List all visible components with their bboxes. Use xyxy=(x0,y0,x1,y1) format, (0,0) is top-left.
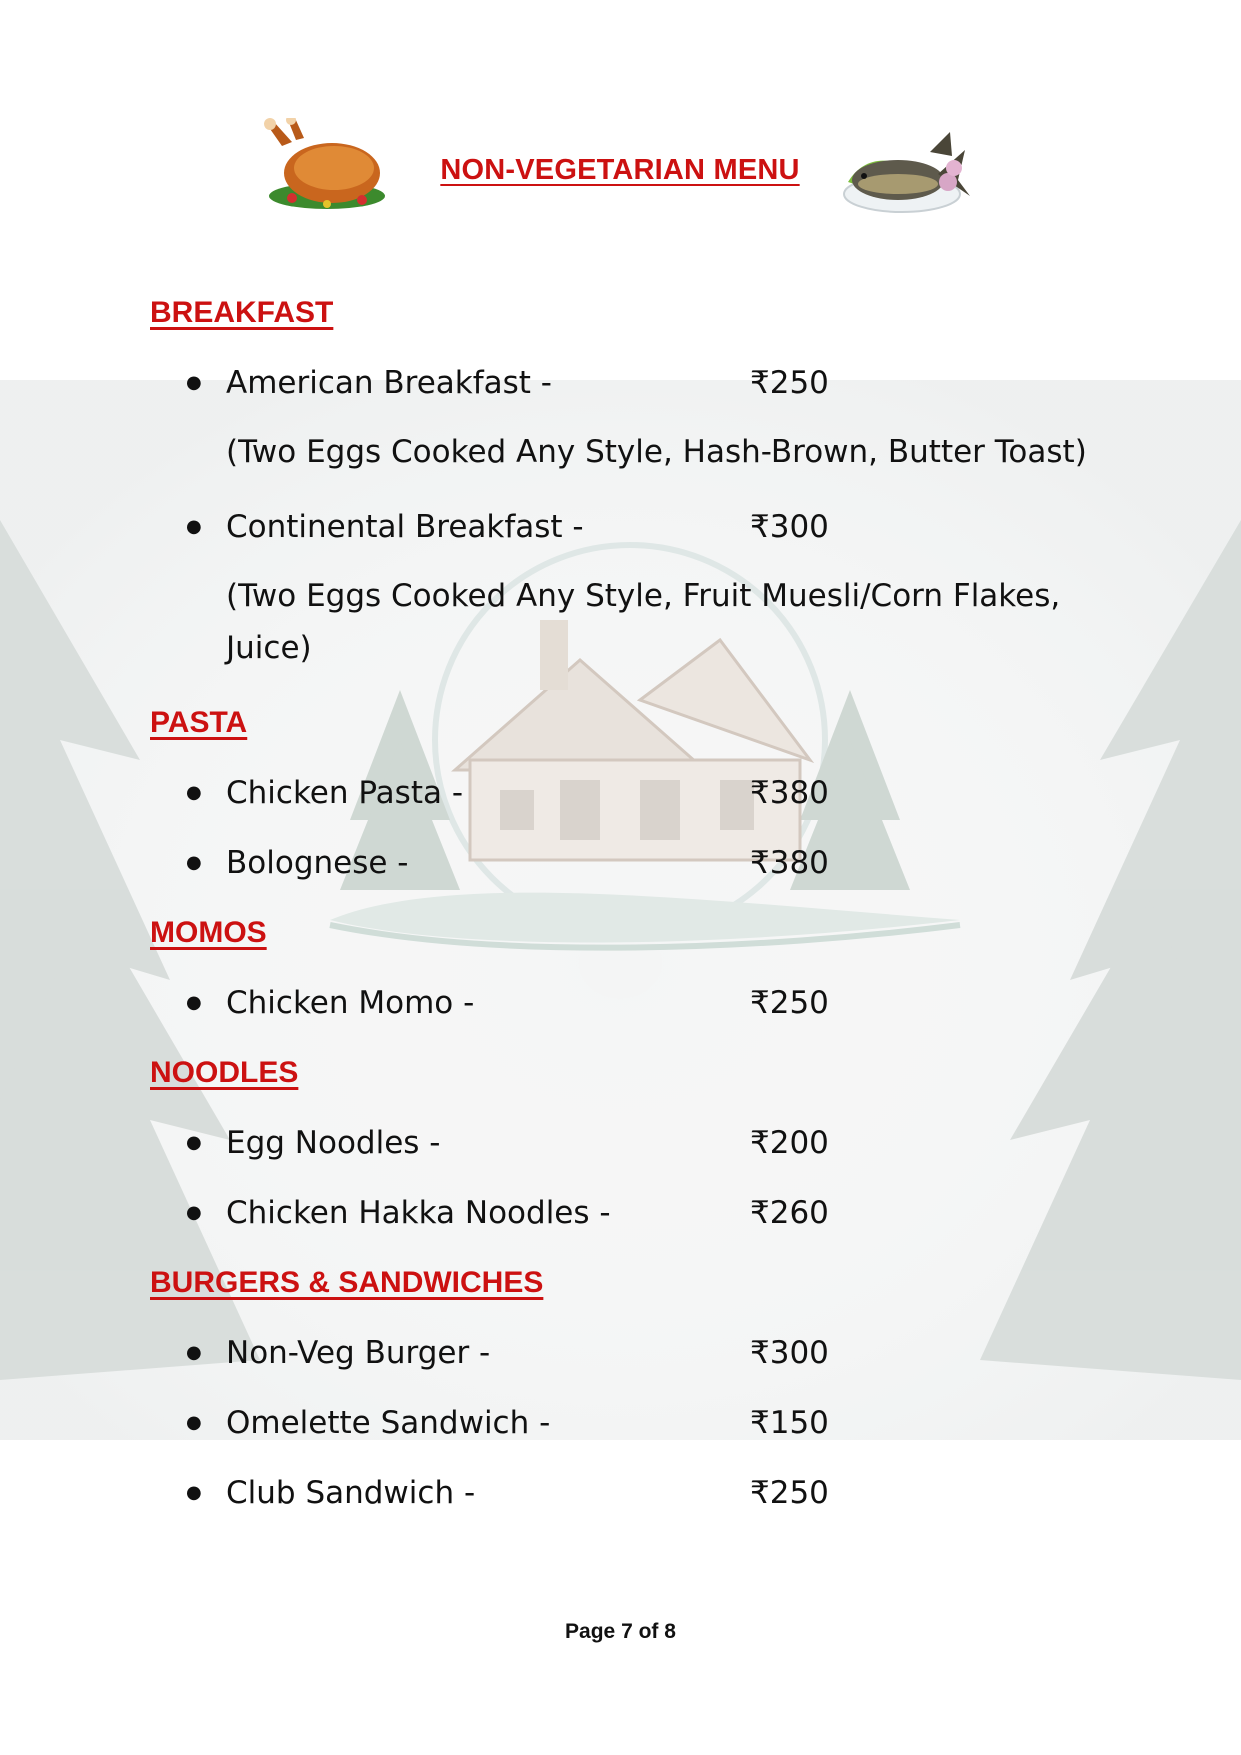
menu-item xyxy=(150,362,1110,404)
item-price: ₹250 xyxy=(750,365,829,401)
bullet-icon: ● xyxy=(186,1412,202,1433)
item-price: ₹250 xyxy=(750,985,829,1021)
page-title: NON-VEGETARIAN MENU xyxy=(440,154,800,186)
item-price: ₹300 xyxy=(750,1335,829,1371)
section-pasta xyxy=(150,702,1110,884)
item-name: Non-Veg Burger - xyxy=(226,1335,491,1371)
item-name: Club Sandwich - xyxy=(226,1475,476,1511)
menu-item xyxy=(150,1192,1110,1234)
menu-item xyxy=(150,1122,1110,1164)
menu-item xyxy=(150,982,1110,1024)
item-name: Bolognese - xyxy=(226,845,409,881)
item-price: ₹300 xyxy=(750,509,829,545)
item-name: Egg Noodles - xyxy=(226,1125,441,1161)
menu-list xyxy=(150,292,1110,1542)
roast-chicken-icon xyxy=(262,118,392,213)
page-number: Page 7 of 8 xyxy=(565,1620,676,1643)
item-name: American Breakfast - xyxy=(226,365,552,401)
section-heading: BREAKFAST xyxy=(150,296,334,329)
item-name: Chicken Momo - xyxy=(226,985,475,1021)
bullet-icon: ● xyxy=(186,1132,202,1153)
item-price: ₹250 xyxy=(750,1475,829,1511)
item-price: ₹380 xyxy=(750,845,829,881)
menu-item xyxy=(150,1402,1110,1444)
section-heading: NOODLES xyxy=(150,1056,299,1089)
menu-item xyxy=(150,1332,1110,1374)
menu-item xyxy=(150,506,1110,548)
section-breakfast xyxy=(150,292,1110,674)
menu-item xyxy=(150,842,1110,884)
item-name: Omelette Sandwich - xyxy=(226,1405,551,1441)
item-description: (Two Eggs Cooked Any Style, Fruit Muesli/Corn Flakes, Juice) xyxy=(226,578,1061,666)
bullet-icon: ● xyxy=(186,992,202,1013)
item-name: Chicken Pasta - xyxy=(226,775,464,811)
fish-dish-icon xyxy=(840,122,975,222)
bullet-icon: ● xyxy=(186,372,202,393)
item-price: ₹260 xyxy=(750,1195,829,1231)
bullet-icon: ● xyxy=(186,516,202,537)
bullet-icon: ● xyxy=(186,852,202,873)
bullet-icon: ● xyxy=(186,1202,202,1223)
item-price: ₹200 xyxy=(750,1125,829,1161)
item-name: Continental Breakfast - xyxy=(226,509,584,545)
item-price: ₹380 xyxy=(750,775,829,811)
section-noodles xyxy=(150,1052,1110,1234)
bullet-icon: ● xyxy=(186,782,202,803)
item-name: Chicken Hakka Noodles - xyxy=(226,1195,611,1231)
item-price: ₹150 xyxy=(750,1405,829,1441)
page-header xyxy=(0,118,1241,228)
section-heading: PASTA xyxy=(150,706,248,739)
section-momos xyxy=(150,912,1110,1024)
section-heading: MOMOS xyxy=(150,916,267,949)
section-burgers-sandwiches xyxy=(150,1262,1110,1514)
section-heading: BURGERS & SANDWICHES xyxy=(150,1266,544,1299)
menu-item xyxy=(150,772,1110,814)
bullet-icon: ● xyxy=(186,1482,202,1503)
menu-item xyxy=(150,1472,1110,1514)
bullet-icon: ● xyxy=(186,1342,202,1363)
item-description: (Two Eggs Cooked Any Style, Hash-Brown, Butter Toast) xyxy=(226,434,1087,470)
